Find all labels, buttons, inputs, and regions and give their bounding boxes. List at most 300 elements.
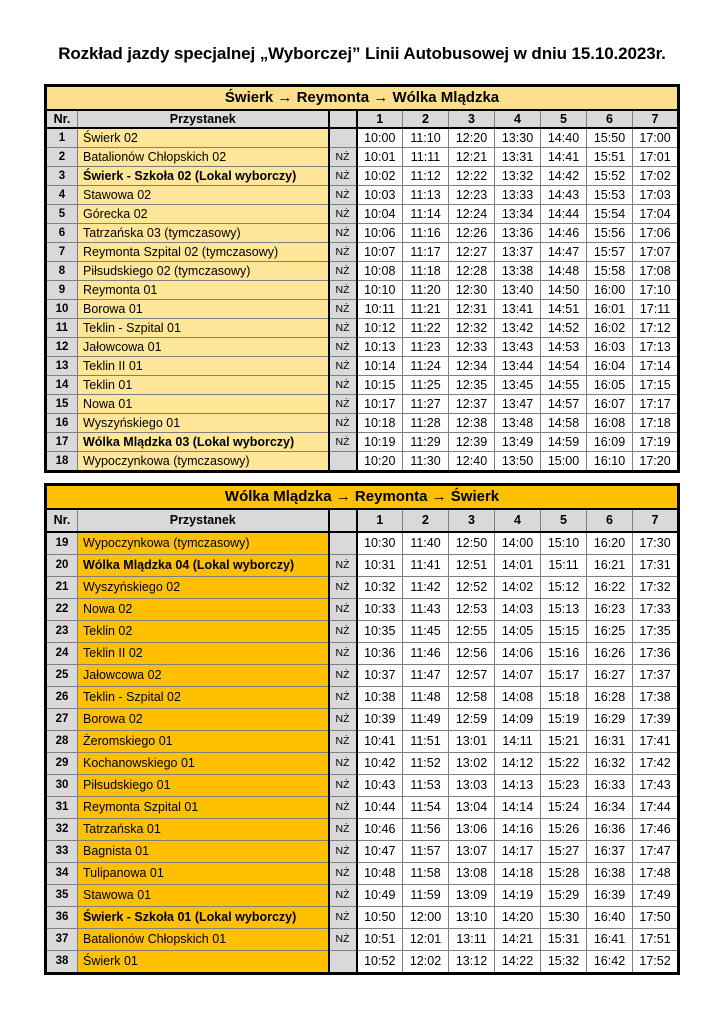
row-number: 28	[46, 731, 78, 753]
departure-time: 13:03	[449, 775, 495, 797]
row-number: 37	[46, 929, 78, 951]
departure-time: 15:54	[587, 205, 633, 224]
on-request-flag: NŻ	[329, 687, 357, 709]
departure-time: 12:39	[449, 433, 495, 452]
on-request-flag: NŻ	[329, 907, 357, 929]
departure-time: 10:41	[357, 731, 403, 753]
row-number: 30	[46, 775, 78, 797]
departure-time: 10:14	[357, 357, 403, 376]
departure-time: 11:28	[403, 414, 449, 433]
on-request-flag: NŻ	[329, 357, 357, 376]
on-request-flag: NŻ	[329, 819, 357, 841]
departure-time: 15:24	[541, 797, 587, 819]
departure-time: 13:48	[495, 414, 541, 433]
row-number: 6	[46, 224, 78, 243]
departure-time: 13:49	[495, 433, 541, 452]
departure-time: 17:47	[633, 841, 679, 863]
on-request-flag: NŻ	[329, 281, 357, 300]
departure-time: 11:20	[403, 281, 449, 300]
timetable-row	[46, 319, 679, 338]
on-request-flag: NŻ	[329, 338, 357, 357]
departure-time: 16:26	[587, 643, 633, 665]
departure-time: 15:17	[541, 665, 587, 687]
on-request-flag: NŻ	[329, 929, 357, 951]
departure-time: 10:18	[357, 414, 403, 433]
departure-time: 11:16	[403, 224, 449, 243]
departure-time: 11:48	[403, 687, 449, 709]
departure-time: 11:17	[403, 243, 449, 262]
timetable-row	[46, 797, 679, 819]
on-request-flag: NŻ	[329, 775, 357, 797]
timetable-row	[46, 243, 679, 262]
column-header-flag	[329, 110, 357, 128]
departure-time: 10:48	[357, 863, 403, 885]
departure-time: 17:04	[633, 205, 679, 224]
row-number: 5	[46, 205, 78, 224]
column-header-trip: 2	[403, 110, 449, 128]
departure-time: 13:50	[495, 452, 541, 472]
stop-name: Świerk 01	[78, 951, 329, 974]
on-request-flag: NŻ	[329, 709, 357, 731]
departure-time: 12:22	[449, 167, 495, 186]
departure-time: 15:13	[541, 599, 587, 621]
row-number: 22	[46, 599, 78, 621]
departure-time: 12:52	[449, 577, 495, 599]
departure-time: 14:55	[541, 376, 587, 395]
departure-time: 12:24	[449, 205, 495, 224]
departure-time: 15:28	[541, 863, 587, 885]
departure-time: 12:57	[449, 665, 495, 687]
departure-time: 11:13	[403, 186, 449, 205]
row-number: 21	[46, 577, 78, 599]
row-number: 4	[46, 186, 78, 205]
departure-time: 16:01	[587, 300, 633, 319]
departure-time: 17:30	[633, 532, 679, 555]
timetable-row	[46, 753, 679, 775]
departure-time: 13:40	[495, 281, 541, 300]
stop-name: Batalionów Chłopskich 02	[78, 148, 329, 167]
departure-time: 10:01	[357, 148, 403, 167]
departure-time: 13:02	[449, 753, 495, 775]
departure-time: 11:42	[403, 577, 449, 599]
departure-time: 17:07	[633, 243, 679, 262]
departure-time: 14:52	[541, 319, 587, 338]
departure-time: 11:14	[403, 205, 449, 224]
departure-time: 11:25	[403, 376, 449, 395]
departure-time: 14:16	[495, 819, 541, 841]
column-header-trip: 2	[403, 509, 449, 532]
departure-time: 13:11	[449, 929, 495, 951]
departure-time: 16:31	[587, 731, 633, 753]
departure-time: 11:54	[403, 797, 449, 819]
row-number: 36	[46, 907, 78, 929]
departure-time: 13:45	[495, 376, 541, 395]
stop-name: Reymonta 01	[78, 281, 329, 300]
row-number: 26	[46, 687, 78, 709]
timetable-row	[46, 819, 679, 841]
departure-time: 10:39	[357, 709, 403, 731]
departure-time: 12:38	[449, 414, 495, 433]
departure-time: 17:37	[633, 665, 679, 687]
departure-time: 14:08	[495, 687, 541, 709]
departure-time: 13:06	[449, 819, 495, 841]
departure-time: 13:32	[495, 167, 541, 186]
departure-time: 15:52	[587, 167, 633, 186]
column-header-trip: 6	[587, 509, 633, 532]
departure-time: 17:14	[633, 357, 679, 376]
departure-time: 15:56	[587, 224, 633, 243]
timetable-row	[46, 452, 679, 472]
column-header-trip: 3	[449, 509, 495, 532]
departure-time: 11:30	[403, 452, 449, 472]
departure-time: 13:41	[495, 300, 541, 319]
stop-name: Tatrzańska 01	[78, 819, 329, 841]
stop-name: Stawowa 01	[78, 885, 329, 907]
departure-time: 11:40	[403, 532, 449, 555]
on-request-flag: NŻ	[329, 753, 357, 775]
timetable-row	[46, 128, 679, 148]
row-number: 33	[46, 841, 78, 863]
stop-name: Teklin - Szpital 02	[78, 687, 329, 709]
departure-time: 10:19	[357, 433, 403, 452]
departure-time: 17:33	[633, 599, 679, 621]
departure-time: 16:27	[587, 665, 633, 687]
stop-name: Wypoczynkowa (tymczasowy)	[78, 452, 329, 472]
departure-time: 14:53	[541, 338, 587, 357]
departure-time: 17:43	[633, 775, 679, 797]
departure-time: 14:09	[495, 709, 541, 731]
departure-time: 14:57	[541, 395, 587, 414]
on-request-flag: NŻ	[329, 643, 357, 665]
departure-time: 11:57	[403, 841, 449, 863]
column-header-trip: 7	[633, 509, 679, 532]
on-request-flag: NŻ	[329, 731, 357, 753]
departure-time: 10:03	[357, 186, 403, 205]
departure-time: 10:00	[357, 128, 403, 148]
on-request-flag: NŻ	[329, 555, 357, 577]
departure-time: 11:18	[403, 262, 449, 281]
timetable-outbound	[44, 84, 677, 473]
departure-time: 17:48	[633, 863, 679, 885]
stop-name: Nowa 02	[78, 599, 329, 621]
row-number: 18	[46, 452, 78, 472]
departure-time: 15:57	[587, 243, 633, 262]
departure-time: 14:13	[495, 775, 541, 797]
page-title: Rozkład jazdy specjalnej „Wyborczej” Linii Autobusowej w dniu 15.10.2023r.	[58, 44, 666, 63]
departure-time: 10:06	[357, 224, 403, 243]
departure-time: 10:20	[357, 452, 403, 472]
departure-time: 14:06	[495, 643, 541, 665]
departure-time: 17:50	[633, 907, 679, 929]
departure-time: 13:31	[495, 148, 541, 167]
departure-time: 17:35	[633, 621, 679, 643]
departure-time: 13:07	[449, 841, 495, 863]
timetable-row	[46, 532, 679, 555]
departure-time: 14:14	[495, 797, 541, 819]
column-header-trip: 4	[495, 110, 541, 128]
departure-time: 14:40	[541, 128, 587, 148]
departure-time: 14:01	[495, 555, 541, 577]
on-request-flag: NŻ	[329, 885, 357, 907]
stop-name: Teklin II 02	[78, 643, 329, 665]
stop-name: Kochanowskiego 01	[78, 753, 329, 775]
departure-time: 11:46	[403, 643, 449, 665]
departure-time: 17:49	[633, 885, 679, 907]
column-header-trip: 5	[541, 110, 587, 128]
departure-time: 14:18	[495, 863, 541, 885]
departure-time: 11:24	[403, 357, 449, 376]
on-request-flag: NŻ	[329, 376, 357, 395]
departure-time: 15:30	[541, 907, 587, 929]
departure-time: 12:02	[403, 951, 449, 974]
on-request-flag: NŻ	[329, 841, 357, 863]
departure-time: 10:10	[357, 281, 403, 300]
departure-time: 15:12	[541, 577, 587, 599]
stop-name: Wólka Mlądzka 03 (Lokal wyborczy)	[78, 433, 329, 452]
on-request-flag: NŻ	[329, 300, 357, 319]
stop-name: Stawowa 02	[78, 186, 329, 205]
departure-time: 17:17	[633, 395, 679, 414]
departure-time: 10:37	[357, 665, 403, 687]
timetable-row	[46, 841, 679, 863]
on-request-flag: NŻ	[329, 797, 357, 819]
departure-time: 15:58	[587, 262, 633, 281]
departure-time: 14:20	[495, 907, 541, 929]
row-number: 31	[46, 797, 78, 819]
timetable-row	[46, 433, 679, 452]
stop-name: Jałowcowa 01	[78, 338, 329, 357]
departure-time: 10:30	[357, 532, 403, 555]
timetable-row	[46, 929, 679, 951]
departure-time: 16:10	[587, 452, 633, 472]
stop-name: Jałowcowa 02	[78, 665, 329, 687]
departure-time: 13:37	[495, 243, 541, 262]
departure-time: 17:00	[633, 128, 679, 148]
departure-time: 10:42	[357, 753, 403, 775]
departure-time: 13:04	[449, 797, 495, 819]
departure-time: 10:50	[357, 907, 403, 929]
departure-time: 12:31	[449, 300, 495, 319]
departure-time: 14:03	[495, 599, 541, 621]
departure-time: 11:29	[403, 433, 449, 452]
departure-time: 17:15	[633, 376, 679, 395]
timetable-row	[46, 167, 679, 186]
timetable-row	[46, 357, 679, 376]
timetable-row	[46, 281, 679, 300]
departure-time: 12:40	[449, 452, 495, 472]
timetable-row	[46, 376, 679, 395]
departure-time: 14:46	[541, 224, 587, 243]
departure-time: 14:44	[541, 205, 587, 224]
on-request-flag: NŻ	[329, 262, 357, 281]
departure-time: 13:10	[449, 907, 495, 929]
stop-name: Żeromskiego 01	[78, 731, 329, 753]
departure-time: 16:34	[587, 797, 633, 819]
departure-time: 13:36	[495, 224, 541, 243]
departure-time: 11:12	[403, 167, 449, 186]
departure-time: 10:33	[357, 599, 403, 621]
departure-time: 16:02	[587, 319, 633, 338]
departure-time: 11:45	[403, 621, 449, 643]
departure-time: 16:08	[587, 414, 633, 433]
departure-time: 16:39	[587, 885, 633, 907]
on-request-flag: NŻ	[329, 224, 357, 243]
timetable-row	[46, 414, 679, 433]
row-number: 1	[46, 128, 78, 148]
departure-time: 12:53	[449, 599, 495, 621]
stop-name: Teklin - Szpital 01	[78, 319, 329, 338]
timetable-row	[46, 148, 679, 167]
row-number: 20	[46, 555, 78, 577]
departure-time: 14:21	[495, 929, 541, 951]
departure-time: 16:25	[587, 621, 633, 643]
departure-time: 17:02	[633, 167, 679, 186]
stop-name: Górecka 02	[78, 205, 329, 224]
departure-time: 16:00	[587, 281, 633, 300]
row-number: 9	[46, 281, 78, 300]
departure-time: 17:19	[633, 433, 679, 452]
departure-time: 16:23	[587, 599, 633, 621]
departure-time: 12:55	[449, 621, 495, 643]
departure-time: 16:07	[587, 395, 633, 414]
stop-name: Bagnista 01	[78, 841, 329, 863]
departure-time: 12:58	[449, 687, 495, 709]
on-request-flag: NŻ	[329, 205, 357, 224]
departure-time: 16:21	[587, 555, 633, 577]
table-title-return: Wólka Mlądzka → Reymonta → Świerk	[46, 485, 679, 510]
timetable-row	[46, 205, 679, 224]
timetable-row	[46, 687, 679, 709]
stop-name: Nowa 01	[78, 395, 329, 414]
departure-time: 14:59	[541, 433, 587, 452]
row-number: 24	[46, 643, 78, 665]
departure-time: 11:52	[403, 753, 449, 775]
stop-name: Borowa 02	[78, 709, 329, 731]
row-number: 19	[46, 532, 78, 555]
stop-name: Borowa 01	[78, 300, 329, 319]
stop-name: Piłsudskiego 01	[78, 775, 329, 797]
departure-time: 12:26	[449, 224, 495, 243]
departure-time: 13:09	[449, 885, 495, 907]
stop-name: Reymonta Szpital 02 (tymczasowy)	[78, 243, 329, 262]
column-header-trip: 3	[449, 110, 495, 128]
timetable-row	[46, 300, 679, 319]
column-header-trip: 5	[541, 509, 587, 532]
departure-time: 11:49	[403, 709, 449, 731]
departure-time: 12:00	[403, 907, 449, 929]
departure-time: 12:51	[449, 555, 495, 577]
on-request-flag: NŻ	[329, 599, 357, 621]
stop-name: Świerk 02	[78, 128, 329, 148]
departure-time: 15:11	[541, 555, 587, 577]
departure-time: 14:58	[541, 414, 587, 433]
departure-time: 11:27	[403, 395, 449, 414]
departure-time: 12:27	[449, 243, 495, 262]
departure-time: 10:13	[357, 338, 403, 357]
departure-time: 15:16	[541, 643, 587, 665]
departure-time: 12:56	[449, 643, 495, 665]
departure-time: 12:32	[449, 319, 495, 338]
departure-time: 13:12	[449, 951, 495, 974]
departure-time: 12:21	[449, 148, 495, 167]
timetable-return-body	[46, 532, 679, 974]
on-request-flag: NŻ	[329, 863, 357, 885]
departure-time: 14:42	[541, 167, 587, 186]
departure-time: 17:52	[633, 951, 679, 974]
timetable-row	[46, 731, 679, 753]
departure-time: 14:54	[541, 357, 587, 376]
departure-time: 10:12	[357, 319, 403, 338]
departure-time: 10:15	[357, 376, 403, 395]
on-request-flag: NŻ	[329, 395, 357, 414]
row-number: 29	[46, 753, 78, 775]
departure-time: 13:30	[495, 128, 541, 148]
departure-time: 16:40	[587, 907, 633, 929]
stop-name: Batalionów Chłopskich 01	[78, 929, 329, 951]
departure-time: 11:47	[403, 665, 449, 687]
departure-time: 11:53	[403, 775, 449, 797]
departure-time: 12:01	[403, 929, 449, 951]
on-request-flag: NŻ	[329, 621, 357, 643]
departure-time: 12:59	[449, 709, 495, 731]
departure-time: 16:41	[587, 929, 633, 951]
departure-time: 10:02	[357, 167, 403, 186]
departure-time: 13:01	[449, 731, 495, 753]
departure-time: 13:44	[495, 357, 541, 376]
departure-time: 16:33	[587, 775, 633, 797]
departure-time: 15:10	[541, 532, 587, 555]
column-header-trip: 1	[357, 110, 403, 128]
departure-time: 17:38	[633, 687, 679, 709]
departure-time: 11:23	[403, 338, 449, 357]
departure-time: 11:22	[403, 319, 449, 338]
stop-name: Piłsudskiego 02 (tymczasowy)	[78, 262, 329, 281]
departure-time: 10:38	[357, 687, 403, 709]
departure-time: 14:11	[495, 731, 541, 753]
departure-time: 14:12	[495, 753, 541, 775]
on-request-flag: NŻ	[329, 167, 357, 186]
departure-time: 16:22	[587, 577, 633, 599]
stop-name: Wólka Mlądzka 04 (Lokal wyborczy)	[78, 555, 329, 577]
departure-time: 17:03	[633, 186, 679, 205]
departure-time: 15:26	[541, 819, 587, 841]
on-request-flag	[329, 128, 357, 148]
column-header-trip: 1	[357, 509, 403, 532]
departure-time: 12:35	[449, 376, 495, 395]
departure-time: 15:15	[541, 621, 587, 643]
departure-time: 17:10	[633, 281, 679, 300]
departure-time: 13:08	[449, 863, 495, 885]
departure-time: 14:00	[495, 532, 541, 555]
departure-time: 13:33	[495, 186, 541, 205]
departure-time: 11:10	[403, 128, 449, 148]
departure-time: 17:41	[633, 731, 679, 753]
departure-time: 12:37	[449, 395, 495, 414]
timetable-row	[46, 775, 679, 797]
row-number: 35	[46, 885, 78, 907]
departure-time: 10:04	[357, 205, 403, 224]
departure-time: 13:42	[495, 319, 541, 338]
departure-time: 13:47	[495, 395, 541, 414]
timetable-row	[46, 907, 679, 929]
departure-time: 17:06	[633, 224, 679, 243]
row-number: 34	[46, 863, 78, 885]
departure-time: 10:32	[357, 577, 403, 599]
departure-time: 16:28	[587, 687, 633, 709]
departure-time: 10:36	[357, 643, 403, 665]
row-number: 25	[46, 665, 78, 687]
timetable-row	[46, 863, 679, 885]
